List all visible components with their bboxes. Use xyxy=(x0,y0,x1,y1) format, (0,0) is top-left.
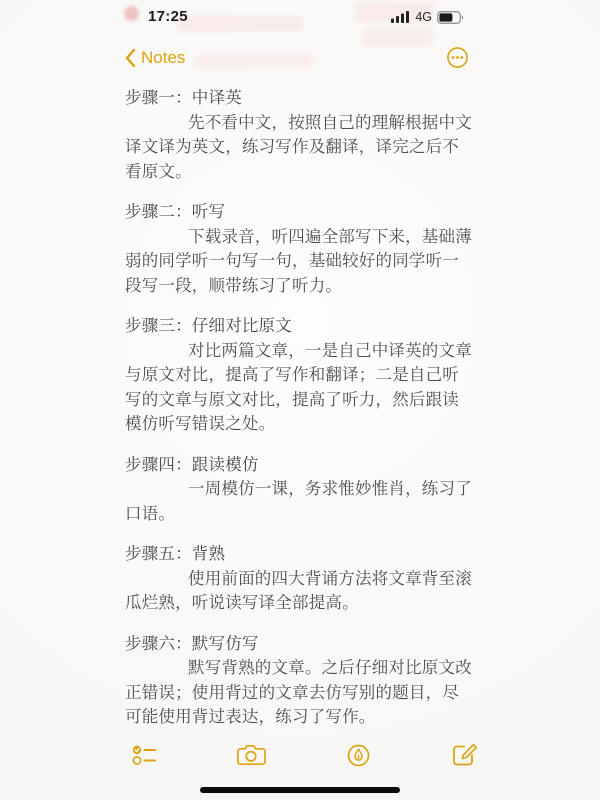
section-text-line: 使用前面的四大背诵方法将文章背至滚 xyxy=(188,569,472,588)
section-text-line: 与原文对比，提高了写作和翻译；二是自己听 xyxy=(125,366,459,384)
section-title: 步骤四：跟读模仿 xyxy=(125,455,259,474)
note-section xyxy=(125,314,473,437)
camera-icon xyxy=(236,743,267,767)
battery-icon xyxy=(437,11,464,24)
compose-button[interactable] xyxy=(448,740,482,770)
note-section xyxy=(125,453,473,527)
camera-button[interactable] xyxy=(235,740,269,770)
chevron-left-icon xyxy=(124,48,136,68)
section-title: 步骤二：听写 xyxy=(125,203,226,221)
checklist-icon xyxy=(131,743,159,767)
markup-pen-icon xyxy=(346,743,371,768)
compose-icon xyxy=(451,742,478,768)
status-bar xyxy=(0,0,600,32)
status-right-cluster xyxy=(391,10,464,24)
section-title: 步骤一：中译英 xyxy=(125,89,242,107)
section-text-line: 写的文章与原文对比，提高了听力，然后跟读 xyxy=(125,390,459,409)
section-title: 步骤六：默写仿写 xyxy=(125,634,259,653)
section-title: 步骤五：背熟 xyxy=(125,545,226,563)
section-text-line: 下载录音，听四遍全部写下来，基础薄 xyxy=(188,227,472,246)
status-time: 17:25 xyxy=(148,8,188,25)
section-text-line: 弱的同学听一句写一句，基础较好的同学听一 xyxy=(125,252,459,270)
note-section xyxy=(125,200,473,298)
section-text-line: 对比两篇文章，一是自己中译英的文章 xyxy=(188,341,472,360)
section-text-line: 可能使用背过表达，练习了写作。 xyxy=(125,708,376,726)
signal-bars-icon xyxy=(391,11,410,23)
section-text-line: 模仿听写错误之处。 xyxy=(125,415,276,433)
section-text-line: 先不看中文，按照自己的理解根据中文 xyxy=(188,113,472,132)
back-button-label: Notes xyxy=(141,48,186,67)
ellipsis-circle-icon xyxy=(446,46,469,69)
home-indicator[interactable] xyxy=(200,787,400,793)
network-type-label: 4G xyxy=(415,10,432,24)
section-text-line: 一周模仿一课，务求惟妙惟肖，练习了 xyxy=(188,480,472,498)
note-body[interactable] xyxy=(125,86,473,746)
section-title: 步骤三：仔细对比原文 xyxy=(125,317,292,335)
section-text-line: 段写一段，顺带练习了听力。 xyxy=(125,276,343,295)
section-text-line: 瓜烂熟，听说读写译全部提高。 xyxy=(125,594,359,612)
section-text-line: 译文译为英文，练习写作及翻译，译完之后不 xyxy=(125,138,459,156)
markup-button[interactable] xyxy=(341,740,375,770)
bottom-toolbar xyxy=(128,738,482,772)
section-text-line: 默写背熟的文章。之后仔细对比原文改 xyxy=(188,659,472,677)
section-text-line: 看原文。 xyxy=(125,162,192,181)
note-section xyxy=(125,632,473,730)
note-section xyxy=(125,86,473,184)
section-text-line: 口语。 xyxy=(125,504,176,523)
section-text-line: 正错误；使用背过的文章去仿写别的题目，尽 xyxy=(125,683,459,702)
note-section xyxy=(125,542,473,616)
nav-bar xyxy=(0,46,600,76)
checklist-button[interactable] xyxy=(128,740,162,770)
back-to-notes-button[interactable] xyxy=(124,48,185,68)
more-options-button[interactable] xyxy=(446,46,469,69)
